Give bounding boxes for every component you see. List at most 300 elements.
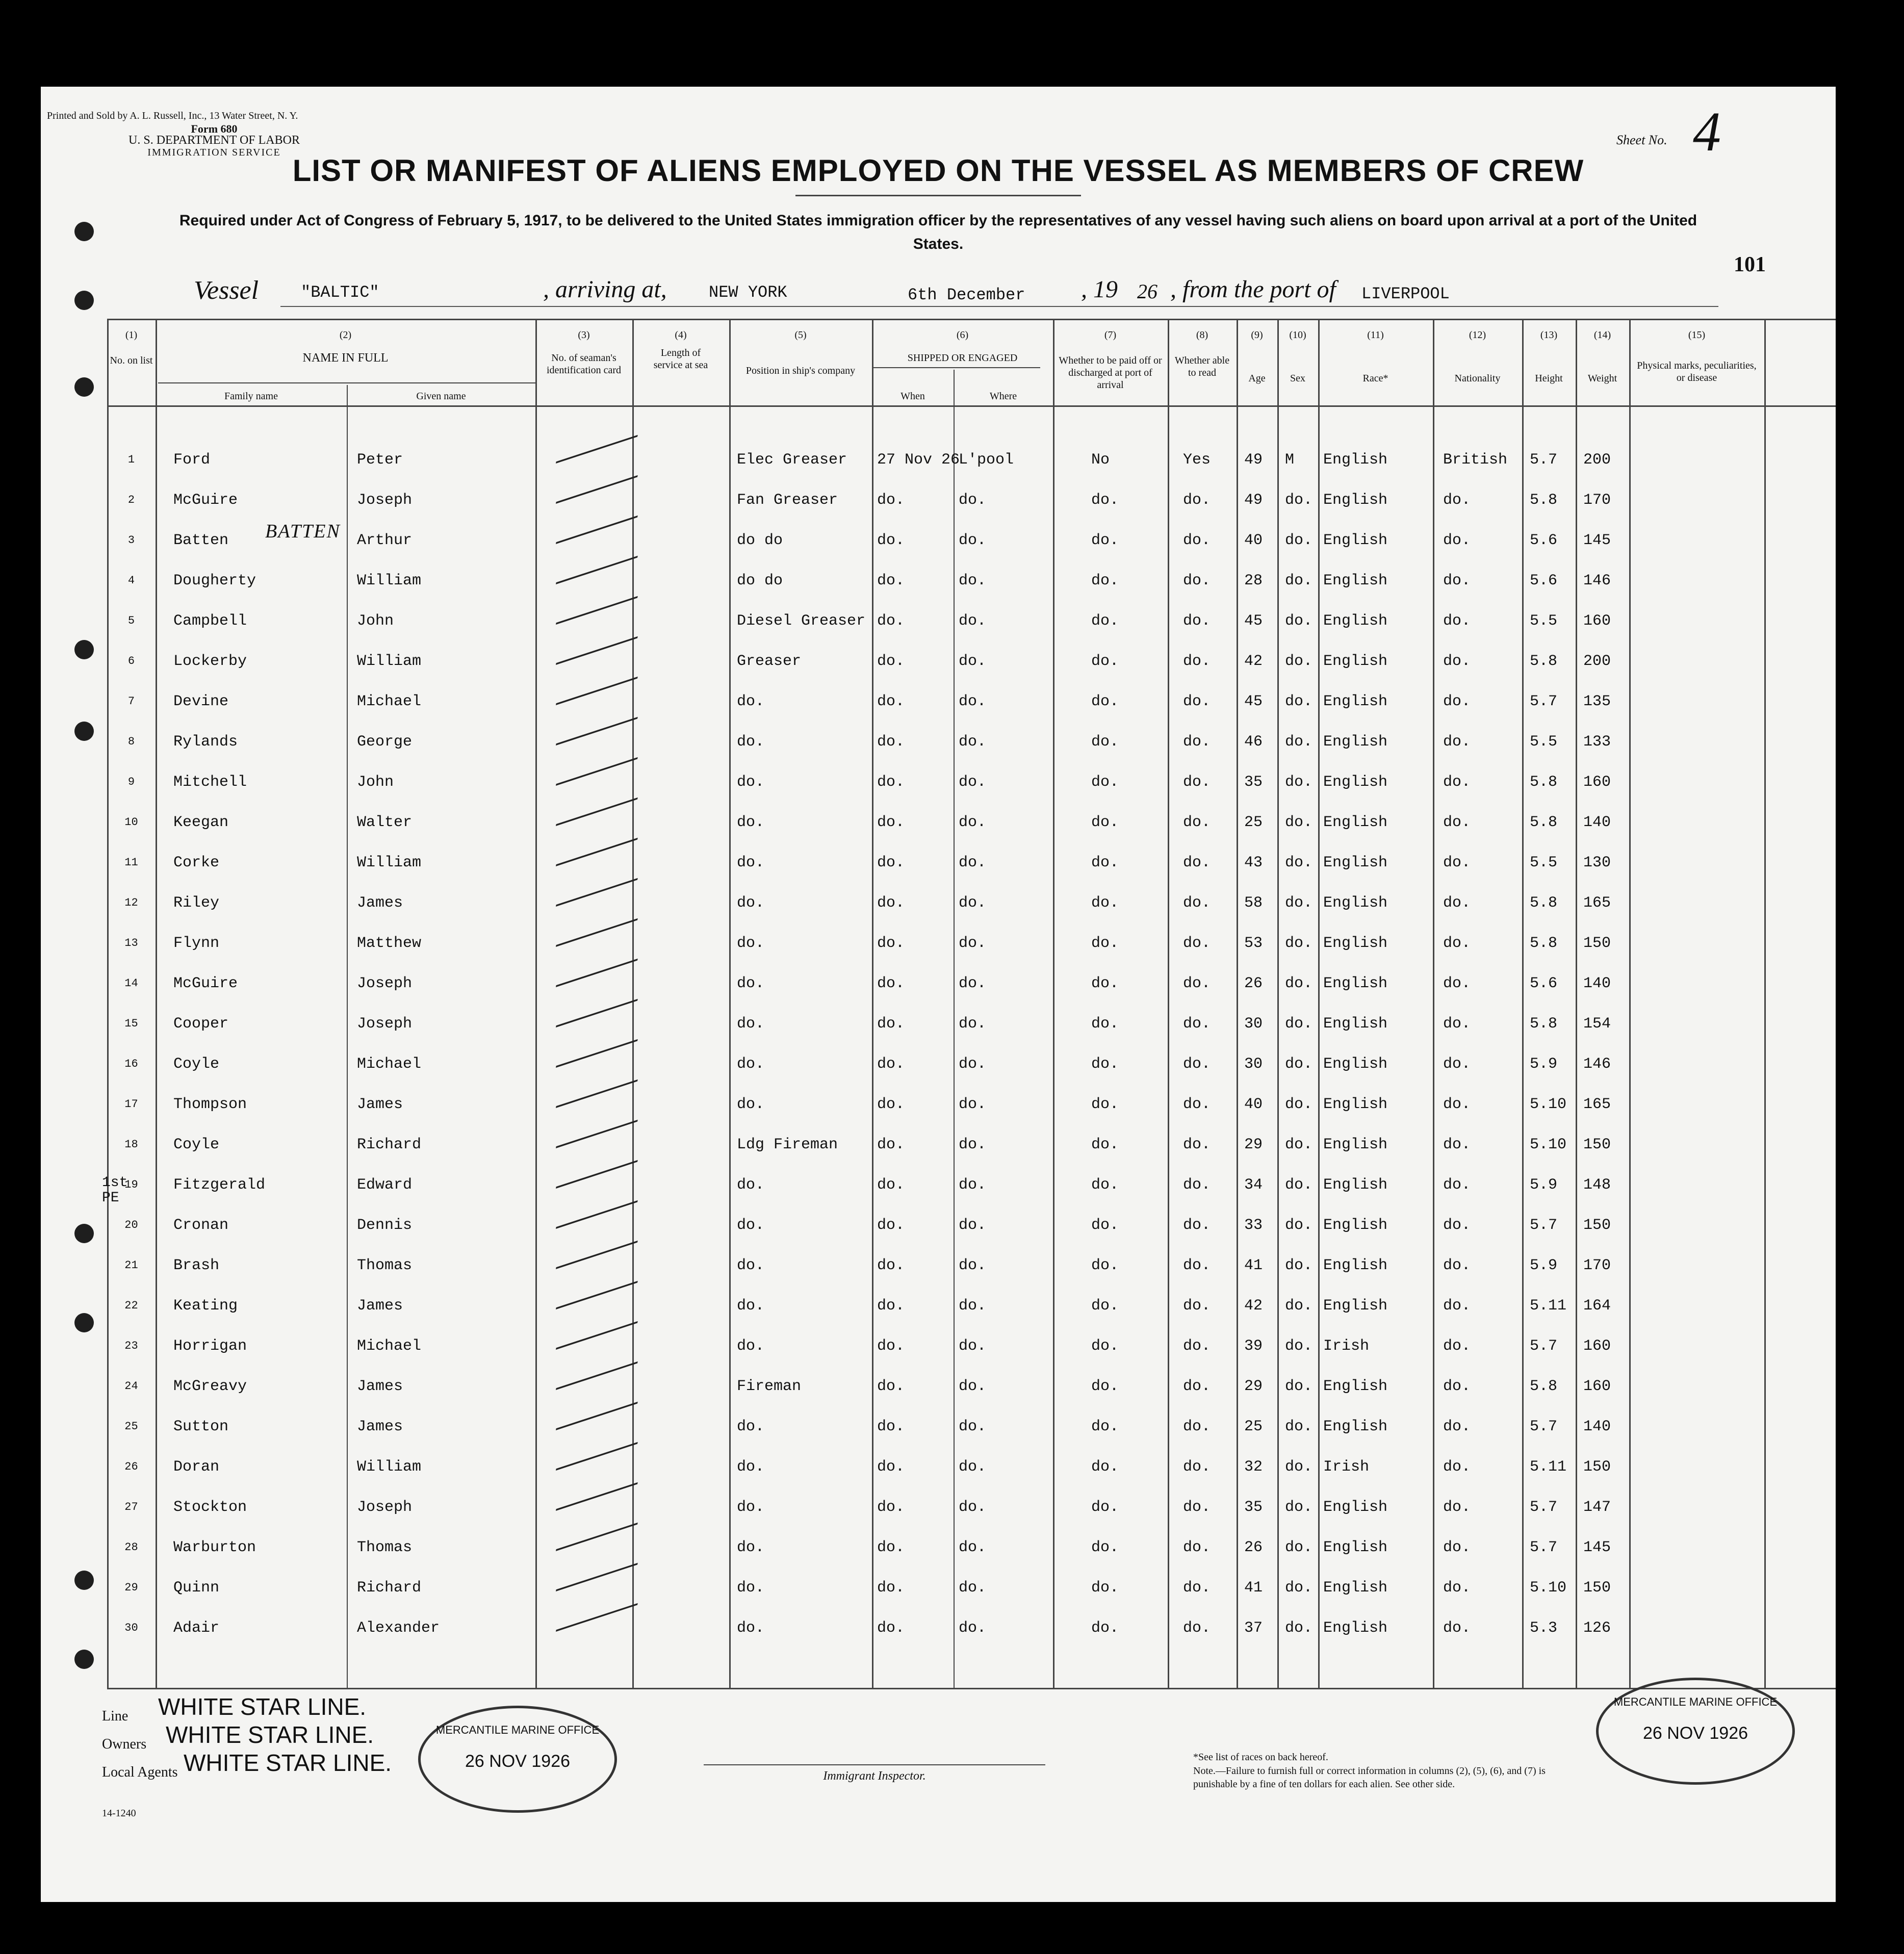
- height-cell: 5.7: [1530, 1539, 1558, 1556]
- height-cell: 5.11: [1530, 1297, 1567, 1315]
- given-name-cell: Joseph: [357, 1015, 413, 1033]
- weight-cell: 170: [1583, 1257, 1611, 1274]
- position-cell: do.: [737, 1418, 765, 1435]
- weight-cell: 140: [1583, 975, 1611, 992]
- age-cell: 49: [1244, 451, 1263, 469]
- col-divider: [347, 385, 348, 1688]
- height-cell: 5.9: [1530, 1176, 1558, 1194]
- sex-cell: do.: [1285, 774, 1313, 791]
- able-to-read-cell: do.: [1183, 572, 1211, 589]
- height-cell: 5.8: [1530, 935, 1558, 952]
- sex-cell: do.: [1285, 935, 1313, 952]
- height-cell: 5.10: [1530, 1136, 1567, 1153]
- shipped-when-cell: do.: [877, 693, 905, 710]
- weight-cell: 145: [1583, 532, 1611, 549]
- shipped-when-cell: do.: [877, 1539, 905, 1556]
- family-name-cell: McGuire: [173, 975, 238, 992]
- family-name-cell: Sutton: [173, 1418, 229, 1435]
- weight-cell: 164: [1583, 1297, 1611, 1315]
- nationality-cell: do.: [1443, 492, 1471, 509]
- shipped-where-cell: do.: [959, 975, 987, 992]
- sheet-label: Sheet No.: [1616, 133, 1667, 147]
- row-number-cell: 9: [127, 776, 135, 788]
- height-cell: 5.5: [1530, 733, 1558, 751]
- col-divider: [729, 319, 731, 1688]
- col-divider: [1764, 319, 1766, 1688]
- nationality-cell: do.: [1443, 1257, 1471, 1274]
- family-name-cell: Corke: [173, 854, 220, 871]
- from-port: LIVERPOOL: [1361, 285, 1450, 303]
- shipped-when-cell: do.: [877, 1499, 905, 1516]
- col13-header: Height: [1535, 373, 1563, 384]
- given-name-cell: Joseph: [357, 492, 413, 509]
- able-to-read-cell: do.: [1183, 492, 1211, 509]
- height-cell: 5.7: [1530, 1499, 1558, 1516]
- col14-number: (14): [1593, 329, 1611, 341]
- able-to-read-cell: do.: [1183, 814, 1211, 831]
- check-mark: [556, 1267, 640, 1309]
- nationality-cell: do.: [1443, 1579, 1471, 1597]
- paid-off-cell: do.: [1091, 532, 1119, 549]
- family-name-cell: Horrigan: [173, 1338, 247, 1355]
- position-cell: do.: [737, 1257, 765, 1274]
- family-name-cell: Campbell: [173, 612, 247, 630]
- age-cell: 45: [1244, 693, 1263, 710]
- height-cell: 5.7: [1530, 1338, 1558, 1355]
- family-name-cell: Keegan: [173, 814, 229, 831]
- paid-off-cell: do.: [1091, 653, 1119, 670]
- sex-cell: do.: [1285, 572, 1313, 589]
- from-label: , from the port of: [1170, 276, 1336, 303]
- race-cell: English: [1323, 935, 1388, 952]
- age-cell: 42: [1244, 1297, 1263, 1315]
- col8-header: Whether able to read: [1174, 355, 1230, 378]
- given-name-cell: Richard: [357, 1579, 422, 1597]
- paid-off-cell: do.: [1091, 1418, 1119, 1435]
- check-mark: [556, 1146, 640, 1189]
- weight-cell: 145: [1583, 1539, 1611, 1556]
- shipped-where-cell: do.: [959, 814, 987, 831]
- row-number-cell: 27: [124, 1501, 138, 1513]
- col5-number: (5): [794, 329, 807, 341]
- punch-hole: [74, 291, 94, 310]
- nationality-cell: do.: [1443, 1458, 1471, 1476]
- family-name-cell: Lockerby: [173, 653, 247, 670]
- age-cell: 49: [1244, 492, 1263, 509]
- nationality-cell: do.: [1443, 1499, 1471, 1516]
- height-cell: 5.8: [1530, 653, 1558, 670]
- paid-off-cell: do.: [1091, 894, 1119, 912]
- sex-cell: do.: [1285, 975, 1313, 992]
- age-cell: 41: [1244, 1579, 1263, 1597]
- shipped-when-cell: do.: [877, 612, 905, 630]
- able-to-read-cell: do.: [1183, 1297, 1211, 1315]
- office-stamp-left: [418, 1706, 617, 1813]
- office-stamp-right: [1596, 1678, 1795, 1785]
- col9-header: Age: [1248, 373, 1266, 384]
- able-to-read-cell: do.: [1183, 935, 1211, 952]
- paid-off-cell: do.: [1091, 492, 1119, 509]
- race-cell: Irish: [1323, 1338, 1370, 1355]
- age-cell: 30: [1244, 1056, 1263, 1073]
- inspector-signature-line: [704, 1764, 1045, 1765]
- row-number-cell: 18: [124, 1138, 138, 1151]
- race-cell: Irish: [1323, 1458, 1370, 1476]
- given-name-cell: Michael: [357, 1338, 422, 1355]
- position-cell: do.: [737, 1096, 765, 1113]
- weight-cell: 165: [1583, 894, 1611, 912]
- races-note: *See list of races on back hereof.: [1193, 1752, 1328, 1763]
- col7-header: Whether to be paid off or discharged at port of arrival: [1059, 355, 1162, 391]
- position-cell: do.: [737, 1338, 765, 1355]
- position-cell: do.: [737, 774, 765, 791]
- paid-off-cell: do.: [1091, 1458, 1119, 1476]
- family-name-cell: Cronan: [173, 1217, 229, 1234]
- shipped-when-cell: do.: [877, 1619, 905, 1637]
- family-name-cell: Brash: [173, 1257, 220, 1274]
- position-cell: do.: [737, 1499, 765, 1516]
- shipped-when-cell: do.: [877, 814, 905, 831]
- position-cell: Diesel Greaser: [737, 612, 866, 630]
- owners-label: Owners: [102, 1736, 147, 1752]
- family-name-cell: Quinn: [173, 1579, 220, 1597]
- col12-header: Nationality: [1454, 373, 1501, 384]
- position-cell: Fireman: [737, 1378, 802, 1395]
- height-cell: 5.9: [1530, 1056, 1558, 1073]
- shipped-when-cell: do.: [877, 1297, 905, 1315]
- nationality-cell: do.: [1443, 1096, 1471, 1113]
- punch-hole: [74, 1313, 94, 1332]
- paid-off-cell: do.: [1091, 1579, 1119, 1597]
- check-mark: [556, 1549, 640, 1591]
- shipped-where-cell: do.: [959, 1257, 987, 1274]
- check-mark: [556, 1508, 640, 1551]
- able-to-read-cell: do.: [1183, 653, 1211, 670]
- age-cell: 45: [1244, 612, 1263, 630]
- race-cell: English: [1323, 693, 1388, 710]
- weight-cell: 150: [1583, 1217, 1611, 1234]
- family-name-cell: McGuire: [173, 492, 238, 509]
- given-name-cell: William: [357, 1458, 422, 1476]
- given-name-cell: Walter: [357, 814, 413, 831]
- weight-cell: 200: [1583, 653, 1611, 670]
- paid-off-cell: No: [1091, 451, 1110, 469]
- row-number-cell: 16: [124, 1058, 138, 1070]
- col4-number: (4): [675, 329, 687, 341]
- nationality-cell: do.: [1443, 1015, 1471, 1033]
- sex-cell: do.: [1285, 1338, 1313, 1355]
- shipped-where-cell: do.: [959, 1015, 987, 1033]
- col12-number: (12): [1469, 329, 1486, 341]
- position-cell: do.: [737, 854, 765, 871]
- shipped-where-cell: do.: [959, 1619, 987, 1637]
- year-prefix: , 19: [1081, 276, 1118, 303]
- given-name-cell: John: [357, 774, 394, 791]
- given-name-cell: Michael: [357, 1056, 422, 1073]
- batten-correction: BATTEN: [265, 521, 341, 542]
- age-cell: 32: [1244, 1458, 1263, 1476]
- paid-off-cell: do.: [1091, 572, 1119, 589]
- shipped-where-cell: do.: [959, 1136, 987, 1153]
- sex-cell: do.: [1285, 1096, 1313, 1113]
- punch-hole: [74, 722, 94, 741]
- height-cell: 5.8: [1530, 774, 1558, 791]
- able-to-read-cell: do.: [1183, 1378, 1211, 1395]
- family-name-cell: Doran: [173, 1458, 220, 1476]
- col-divider: [535, 319, 537, 1688]
- shipped-where-cell: do.: [959, 492, 987, 509]
- row-number-cell: 4: [127, 574, 135, 587]
- nationality-cell: do.: [1443, 1136, 1471, 1153]
- age-cell: 33: [1244, 1217, 1263, 1234]
- shipped-where-cell: L'pool: [959, 451, 1014, 469]
- race-cell: English: [1323, 572, 1388, 589]
- col-divider: [1237, 319, 1238, 1688]
- nationality-cell: do.: [1443, 1418, 1471, 1435]
- col-divider: [1629, 319, 1631, 1688]
- row-number-cell: 23: [124, 1340, 138, 1352]
- age-cell: 25: [1244, 1418, 1263, 1435]
- check-mark: [556, 1428, 640, 1471]
- position-cell: do.: [737, 1619, 765, 1637]
- given-name-cell: William: [357, 572, 422, 589]
- height-cell: 5.5: [1530, 854, 1558, 871]
- paid-off-cell: do.: [1091, 854, 1119, 871]
- race-cell: English: [1323, 653, 1388, 670]
- sex-cell: do.: [1285, 1418, 1313, 1435]
- row-number-cell: 21: [124, 1259, 138, 1272]
- row-number-cell: 10: [124, 816, 138, 829]
- stamp-date-text: 26 NOV 1926: [1642, 1724, 1748, 1743]
- able-to-read-cell: do.: [1183, 1136, 1211, 1153]
- race-cell: English: [1323, 1619, 1388, 1637]
- age-cell: 39: [1244, 1338, 1263, 1355]
- able-to-read-cell: do.: [1183, 532, 1211, 549]
- sex-cell: do.: [1285, 1176, 1313, 1194]
- sex-cell: M: [1285, 451, 1295, 469]
- family-name-cell: Rylands: [173, 733, 238, 751]
- position-cell: Elec Greaser: [737, 451, 847, 469]
- check-mark: [556, 703, 640, 745]
- col-divider: [1168, 319, 1169, 1688]
- col2-header: NAME IN FULL: [302, 351, 389, 365]
- weight-cell: 130: [1583, 854, 1611, 871]
- given-name-cell: Michael: [357, 693, 422, 710]
- shipped-when-cell: do.: [877, 1338, 905, 1355]
- weight-cell: 170: [1583, 492, 1611, 509]
- age-cell: 35: [1244, 1499, 1263, 1516]
- race-cell: English: [1323, 1257, 1388, 1274]
- position-cell: Greaser: [737, 653, 802, 670]
- row-number-cell: 12: [124, 896, 138, 909]
- age-cell: 29: [1244, 1136, 1263, 1153]
- nationality-cell: do.: [1443, 1378, 1471, 1395]
- able-to-read-cell: do.: [1183, 733, 1211, 751]
- race-cell: English: [1323, 1499, 1388, 1516]
- shipped-when-cell: 27 Nov 26: [877, 451, 960, 469]
- col-divider: [1522, 319, 1524, 1688]
- paid-off-cell: do.: [1091, 1338, 1119, 1355]
- check-mark: [556, 944, 640, 987]
- able-to-read-cell: do.: [1183, 1176, 1211, 1194]
- position-cell: do.: [737, 935, 765, 952]
- penalty-note: Note.—Failure to furnish full or correct information in columns (2), (5), (6), and (7) is punishable by a fine of ten dollars for each alien. See other side.: [1193, 1765, 1546, 1790]
- check-mark: [556, 864, 640, 907]
- given-name-cell: George: [357, 733, 413, 751]
- check-mark: [556, 1226, 640, 1269]
- height-cell: 5.7: [1530, 1418, 1558, 1435]
- check-mark: [556, 1387, 640, 1430]
- check-mark: [556, 1065, 640, 1108]
- shipped-when-cell: do.: [877, 1579, 905, 1597]
- given-name-cell: James: [357, 1096, 403, 1113]
- age-cell: 35: [1244, 774, 1263, 791]
- able-to-read-cell: do.: [1183, 1257, 1211, 1274]
- col2-family-header: Family name: [224, 391, 278, 402]
- row-number-cell: 19: [124, 1178, 138, 1191]
- shipped-when-cell: do.: [877, 653, 905, 670]
- col3-header: No. of seaman's identification card: [546, 352, 622, 376]
- check-mark: [556, 1468, 640, 1511]
- family-name-cell: Mitchell: [173, 774, 247, 791]
- weight-cell: 160: [1583, 774, 1611, 791]
- row-number-cell: 8: [127, 735, 135, 748]
- title-rule: [795, 195, 1081, 196]
- age-cell: 40: [1244, 1096, 1263, 1113]
- row-number-cell: 1: [127, 453, 135, 466]
- position-cell: do do: [737, 532, 783, 549]
- col5-header: Position in ship's company: [745, 365, 856, 376]
- row-number-cell: 15: [124, 1017, 138, 1030]
- sex-cell: do.: [1285, 653, 1313, 670]
- agents-value: WHITE STAR LINE.: [184, 1750, 392, 1776]
- check-mark: [556, 1025, 640, 1068]
- col-divider: [1433, 319, 1434, 1688]
- height-cell: 5.7: [1530, 451, 1558, 469]
- weight-cell: 150: [1583, 1136, 1611, 1153]
- race-cell: English: [1323, 1378, 1388, 1395]
- able-to-read-cell: do.: [1183, 774, 1211, 791]
- row-number-cell: 17: [124, 1098, 138, 1111]
- race-cell: English: [1323, 1056, 1388, 1073]
- row-number-cell: 7: [127, 695, 135, 708]
- shipped-when-cell: do.: [877, 975, 905, 992]
- age-cell: 30: [1244, 1015, 1263, 1033]
- paid-off-cell: do.: [1091, 1096, 1119, 1113]
- family-name-cell: Cooper: [173, 1015, 229, 1033]
- col6-number: (6): [956, 329, 969, 341]
- col13-number: (13): [1540, 329, 1558, 341]
- paid-off-cell: do.: [1091, 733, 1119, 751]
- shipped-when-cell: do.: [877, 1015, 905, 1033]
- sex-cell: do.: [1285, 1015, 1313, 1033]
- race-cell: English: [1323, 1136, 1388, 1153]
- punch-hole: [74, 222, 94, 241]
- age-cell: 42: [1244, 653, 1263, 670]
- family-name-cell: Coyle: [173, 1056, 220, 1073]
- given-name-cell: James: [357, 1297, 403, 1315]
- paid-off-cell: do.: [1091, 1056, 1119, 1073]
- nationality-cell: do.: [1443, 935, 1471, 952]
- col7-number: (7): [1104, 329, 1117, 341]
- weight-cell: 160: [1583, 612, 1611, 630]
- position-cell: do.: [737, 693, 765, 710]
- sex-cell: do.: [1285, 1257, 1313, 1274]
- position-cell: do.: [737, 1217, 765, 1234]
- first-pe-note: 1st PE: [102, 1175, 128, 1206]
- nationality-cell: British: [1443, 451, 1508, 469]
- age-cell: 25: [1244, 814, 1263, 831]
- able-to-read-cell: do.: [1183, 1499, 1211, 1516]
- col6-where-header: Where: [989, 391, 1017, 402]
- manifest-sheet: [41, 87, 1836, 1902]
- check-mark: [556, 461, 640, 504]
- voyage-rule: [280, 306, 1718, 307]
- shipped-where-cell: do.: [959, 854, 987, 871]
- page-number: 101: [1734, 253, 1766, 276]
- nationality-cell: do.: [1443, 854, 1471, 871]
- height-cell: 5.8: [1530, 894, 1558, 912]
- able-to-read-cell: do.: [1183, 1619, 1211, 1637]
- family-name-cell: Warburton: [173, 1539, 256, 1556]
- shipped-when-cell: do.: [877, 572, 905, 589]
- shipped-when-cell: do.: [877, 532, 905, 549]
- shipped-when-cell: do.: [877, 1257, 905, 1274]
- owners-value: WHITE STAR LINE.: [166, 1721, 374, 1748]
- given-name-cell: William: [357, 653, 422, 670]
- weight-cell: 150: [1583, 1579, 1611, 1597]
- shipped-when-cell: do.: [877, 774, 905, 791]
- race-cell: English: [1323, 774, 1388, 791]
- weight-cell: 146: [1583, 1056, 1611, 1073]
- height-cell: 5.8: [1530, 814, 1558, 831]
- paid-off-cell: do.: [1091, 814, 1119, 831]
- race-cell: English: [1323, 532, 1388, 549]
- age-cell: 26: [1244, 1539, 1263, 1556]
- sex-cell: do.: [1285, 1136, 1313, 1153]
- position-cell: do.: [737, 1458, 765, 1476]
- nationality-cell: do.: [1443, 572, 1471, 589]
- sex-cell: do.: [1285, 1297, 1313, 1315]
- able-to-read-cell: do.: [1183, 612, 1211, 630]
- age-cell: 34: [1244, 1176, 1263, 1194]
- paid-off-cell: do.: [1091, 1539, 1119, 1556]
- sex-cell: do.: [1285, 854, 1313, 871]
- race-cell: English: [1323, 1096, 1388, 1113]
- family-name-cell: Fitzgerald: [173, 1176, 266, 1194]
- nationality-cell: do.: [1443, 733, 1471, 751]
- height-cell: 5.3: [1530, 1619, 1558, 1637]
- row-number-cell: 2: [127, 494, 135, 506]
- sex-cell: do.: [1285, 532, 1313, 549]
- weight-cell: 200: [1583, 451, 1611, 469]
- position-cell: do.: [737, 1297, 765, 1315]
- stamp-office-text: MERCANTILE MARINE OFFICE: [1613, 1695, 1778, 1708]
- paid-off-cell: do.: [1091, 1257, 1119, 1274]
- check-mark: [556, 824, 640, 866]
- shipped-where-cell: do.: [959, 1056, 987, 1073]
- sex-cell: do.: [1285, 1499, 1313, 1516]
- sex-cell: do.: [1285, 1539, 1313, 1556]
- race-cell: English: [1323, 492, 1388, 509]
- shipped-when-cell: do.: [877, 935, 905, 952]
- sex-cell: do.: [1285, 1579, 1313, 1597]
- sex-cell: do.: [1285, 1619, 1313, 1637]
- shipped-when-cell: do.: [877, 1096, 905, 1113]
- col4-header: Length of service at sea: [653, 347, 708, 371]
- sex-cell: do.: [1285, 1056, 1313, 1073]
- age-cell: 28: [1244, 572, 1263, 589]
